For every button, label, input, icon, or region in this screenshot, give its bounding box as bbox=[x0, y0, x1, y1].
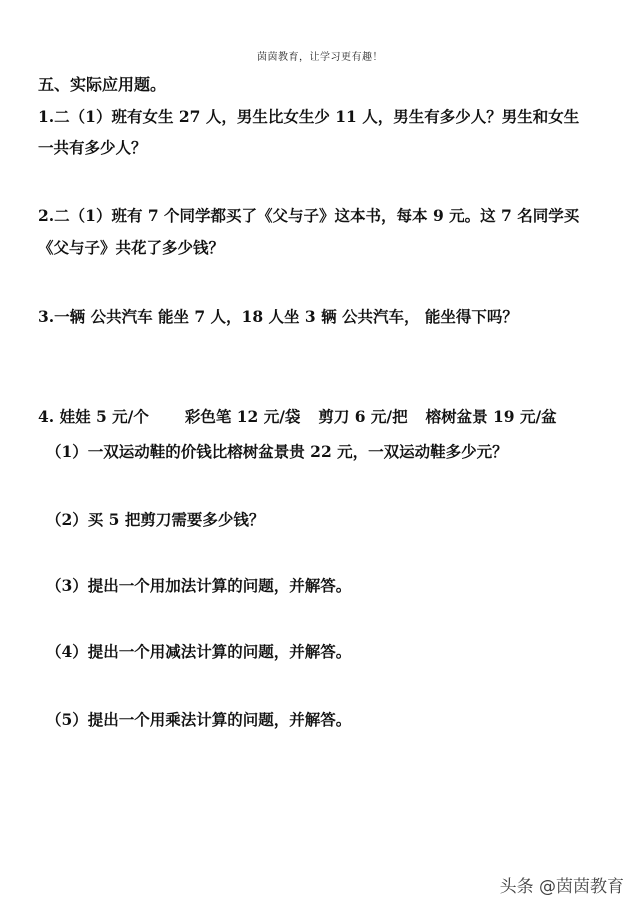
question-1-line-1: 1.二（1）班有女生 27 人，男生比女生少 11 人，男生有多少人？男生和女生 bbox=[38, 107, 580, 126]
question-4-sub-2: （2）买 5 把剪刀需要多少钱？ bbox=[46, 510, 265, 529]
question-2-line-1: 2.二（1）班有 7 个同学都买了《父与子》这本书，每本 9 元。这 7 名同学买 bbox=[38, 206, 580, 225]
question-4-sub-5: （5）提出一个用乘法计算的问题，并解答。 bbox=[46, 710, 352, 729]
price-item-bonsai: 榕树盆景 19 元/盆 bbox=[425, 407, 557, 426]
price-item-colored-pens: 彩色笔 12 元/袋 bbox=[184, 407, 301, 426]
question-4-sub-4: （4）提出一个用减法计算的问题，并解答。 bbox=[46, 642, 352, 661]
header-note: 茵茵教育，让学习更有趣！ bbox=[257, 52, 383, 63]
question-4-sub-3: （3）提出一个用加法计算的问题，并解答。 bbox=[46, 576, 352, 595]
price-item-scissors: 剪刀 6 元/把 bbox=[318, 407, 408, 426]
question-1-line-2: 一共有多少人？ bbox=[38, 138, 147, 157]
question-4-sub-1: （1）一双运动鞋的价钱比榕树盆景贵 22 元，一双运动鞋多少元？ bbox=[46, 442, 508, 461]
question-2-line-2: 《父与子》共花了多少钱？ bbox=[38, 238, 225, 257]
section-title: 五、实际应用题。 bbox=[38, 75, 167, 94]
source-watermark: 头条 @茵茵教育 bbox=[499, 877, 624, 897]
price-item-doll: 4. 娃娃 5 元/个 bbox=[38, 407, 149, 426]
question-4-price-list bbox=[38, 405, 557, 427]
question-3-line-1: 3.一辆 公共汽车 能坐 7 人，18 人坐 3 辆 公共汽车， 能坐得下吗？ bbox=[38, 307, 518, 326]
